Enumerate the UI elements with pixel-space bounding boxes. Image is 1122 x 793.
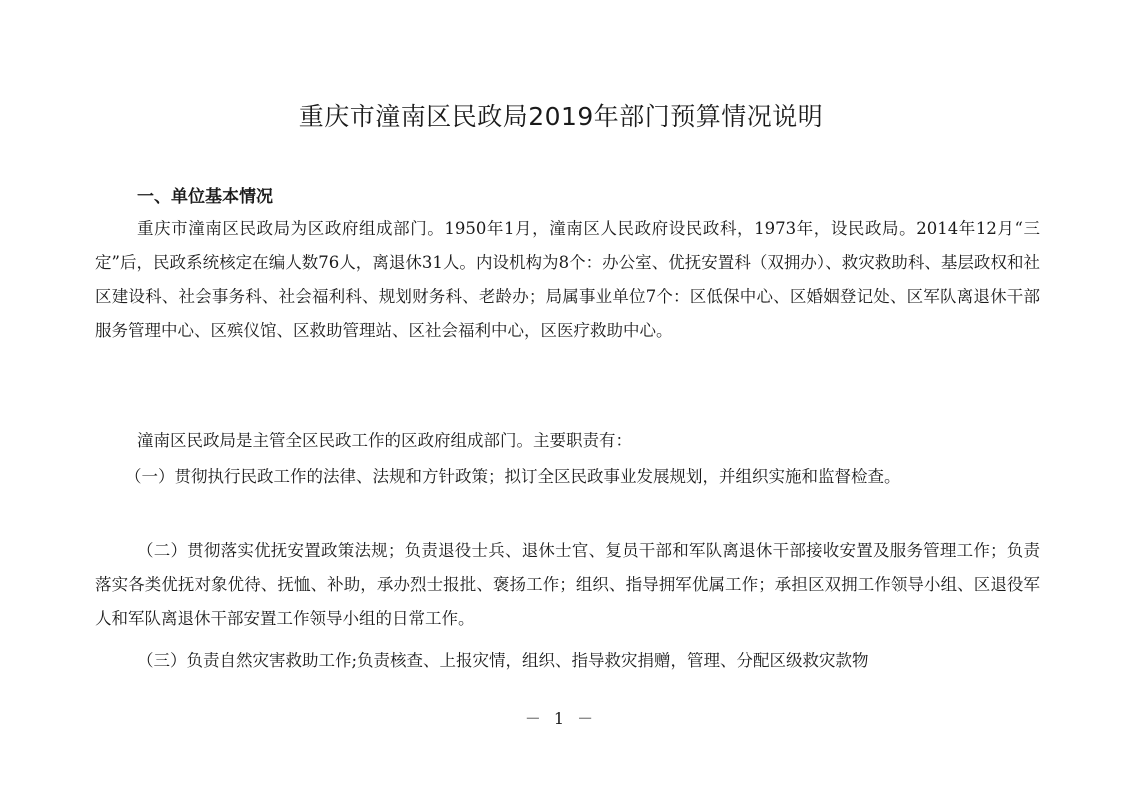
paragraph-unit-overview: 重庆市潼南区民政局为区政府组成部门。1950年1月，潼南区人民政府设民政科，1973年，设民政局。2014年12月“三定”后，民政系统核定在编人数76人，离退休31人。内设机构为8个：办公室、优抚安置科（双拥办）、救灾救助科、基层政权和社区建设科、社会事务科、社会福利科、规划财务科、老龄办；局属事业单位7个：区低保中心、区婚姻登记处、区军队离退休干部服务管理中心、区殡仪馆、区救助管理站、区社会福利中心，区医疗救助中心。 — [95, 219, 1040, 340]
section-heading: 一、单位基本情况 — [137, 187, 273, 207]
paragraph-duty-3: （三）负责自然灾害救助工作;负责核查、上报灾情，组织、指导救灾捐赠，管理、分配区级救灾款物 — [137, 651, 869, 670]
paragraph-duty-1: （一）贯彻执行民政工作的法律、法规和方针政策；拟订全区民政事业发展规划，并组织实施和监督检查。 — [125, 467, 901, 486]
paragraph-duty-2: （二）贯彻落实优抚安置政策法规；负责退役士兵、退休士官、复员干部和军队离退休干部接收安置及服务管理工作；负责落实各类优抚对象优待、抚恤、补助，承办烈士报批、褒扬工作；组织、指导拥军优属工作；承担区双拥工作领导小组、区退役军人和军队离退休干部安置工作领导小组的日常工作。 — [95, 541, 1040, 628]
page-number: － 1 － — [524, 709, 598, 728]
paragraph-responsibilities-intro: 潼南区民政局是主管全区民政工作的区政府组成部门。主要职责有： — [137, 431, 632, 450]
document-title: 重庆市潼南区民政局2019年部门预算情况说明 — [298, 102, 824, 131]
